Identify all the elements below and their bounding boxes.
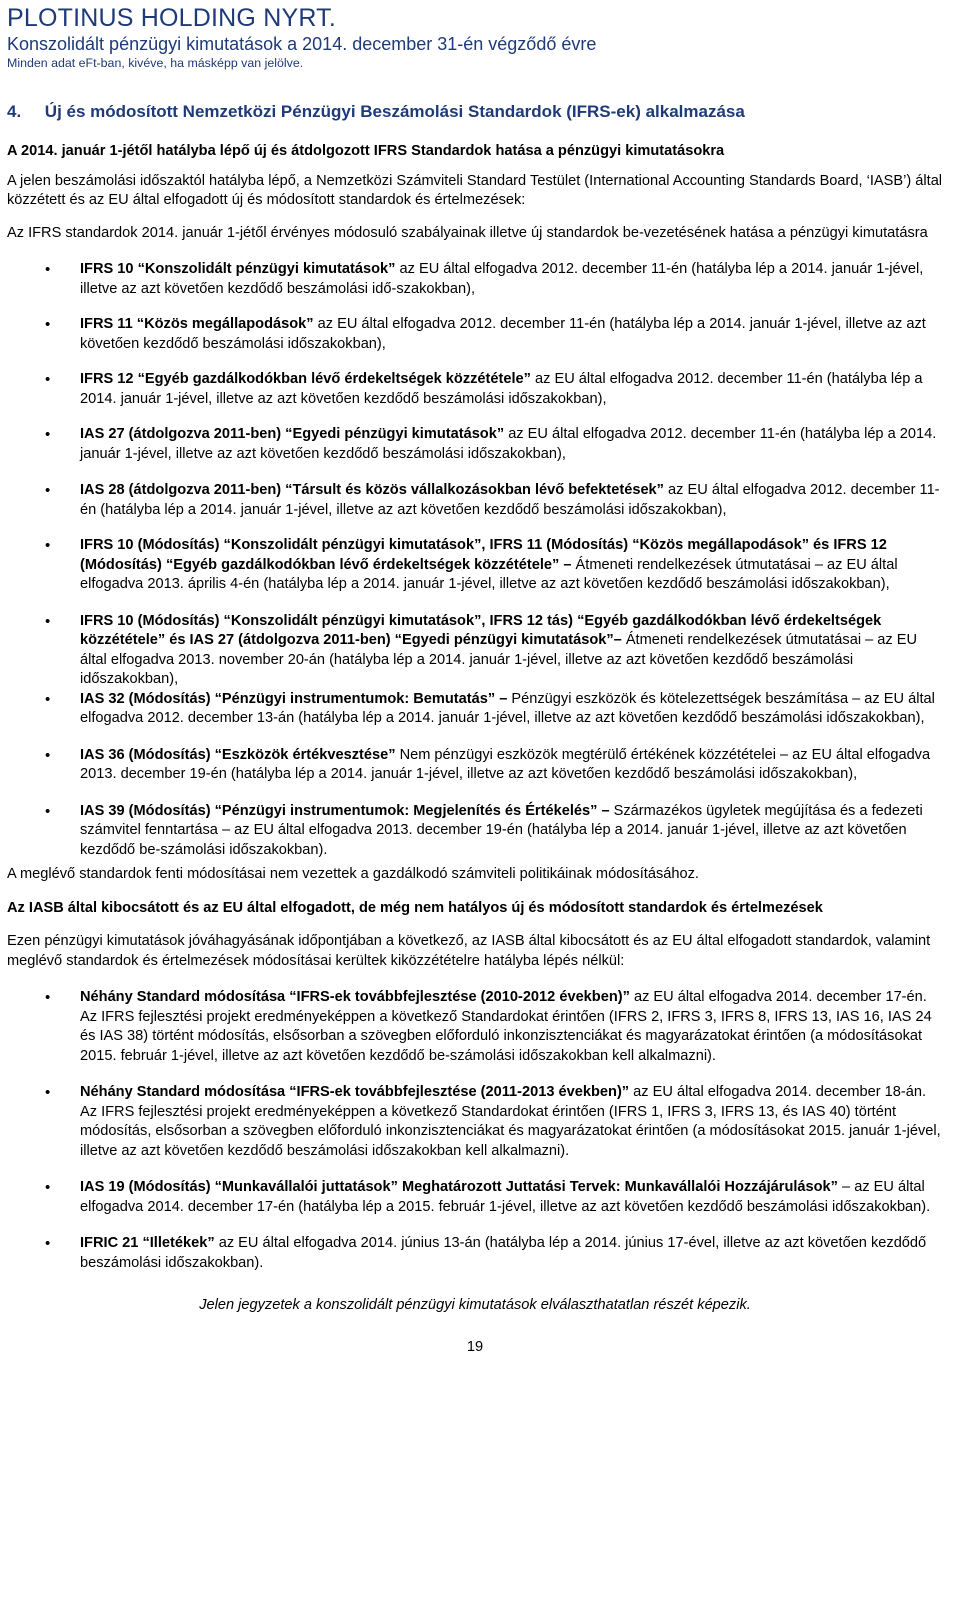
standard-description: az EU által elfogadva 2012. december 11-én (hatályba lép a 2014. január 1-jével, illetve az azt követően kezdődő beszámolási időszakokban), <box>80 426 937 462</box>
company-name: PLOTINUS HOLDING NYRT. <box>7 4 336 32</box>
page-number: 19 <box>466 1338 484 1355</box>
standard-description: Nem pénzügyi eszközök megtérülő értékének közzétételei – az EU által elfogadva 2013. december 19-én (hatályba lép a 2014. január 1-jével, illetve az azt követően kezdődő beszámolási időszakokban), <box>80 746 931 782</box>
list-item <box>7 988 943 1066</box>
bullet-icon: • <box>45 482 51 499</box>
list-item <box>7 1178 943 1217</box>
bullet-icon: • <box>45 1084 51 1101</box>
standard-description: az EU által elfogadva 2014. december 17-én. Az IFRS fejlesztési projekt eredményeképpen a következő Standardokat érintően (IFRS 2, IFRS 3, IFRS 8, IFRS 13, IAS 16, IAS 24 és IAS 38) történt módosítás, elsősorban a szövegben előforduló inkonzisztenciákat és magyarázatokat érintően (a módosításokat 2015. február 1-jével, illetve az azt követően kezdődő be-számolási időszakokban kell alkalmazni). <box>80 989 932 1064</box>
footer-note: Jelen jegyzetek a konszolidált pénzügyi kimutatások elválaszthatatlan részét képezik. <box>199 1297 751 1313</box>
report-subtitle: Konszolidált pénzügyi kimutatások a 2014. december 31-én végződő évre <box>7 34 597 54</box>
intro-paragraph: Ezen pénzügyi kimutatások jóváhagyásának időpontjában a következő, az IASB által kibocsátott és az EU által elfogadott standardok, valamint meglévő standardok és értelmezések módosításai kerültek kiközzétételre hatályba lépés nélkül: <box>7 933 931 969</box>
standard-name: IFRS 11 “Közös megállapodások” <box>80 316 314 332</box>
section-title: 4. Új és módosított Nemzetközi Pénzügyi Beszámolási Standardok (IFRS-ek) alkalmazása <box>7 102 745 121</box>
list-item <box>7 370 943 409</box>
intro-paragraph: A jelen beszámolási időszaktól hatályba lépő, a Nemzetközi Számviteli Standard Testület (International Accounting Standards Board, ‘IASB’) által közzétett és az EU által elfogadott új és módosított standardok és értelmezések: <box>7 172 943 208</box>
standard-description: Átmeneti rendelkezések útmutatásai – az EU által elfogadva 2013. április 4-én (hatályba lép a 2014. január 1-jével, illetve az azt követően kezdődő beszámolási időszakokban), <box>80 556 898 592</box>
bullet-icon: • <box>45 690 51 708</box>
standard-name: IAS 36 (Módosítás) “Eszközök értékvesztése” <box>80 746 396 763</box>
bullet-icon: • <box>45 989 51 1006</box>
list-item <box>7 425 943 464</box>
bullet-icon: • <box>45 1179 51 1196</box>
standard-name: IAS 27 (átdolgozva 2011-ben) “Egyedi pénzügyi kimutatások” <box>80 426 505 442</box>
standard-description: az EU által elfogadva 2014. június 13-án (hatályba lép a 2014. június 17-ével, illetve az azt követően kezdődő beszámolási időszakokban). <box>80 1235 927 1271</box>
standard-name: IFRS 10 “Konszolidált pénzügyi kimutatások” <box>80 261 396 277</box>
standard-name: Néhány Standard módosítása “IFRS-ek továbbfejlesztése (2011-2013 években)” <box>80 1084 630 1100</box>
standard-name: IAS 28 (átdolgozva 2011-ben) “Társult és közös vállalkozásokban lévő befektetések” <box>80 482 664 498</box>
list-item <box>7 315 943 354</box>
list-item <box>7 536 943 595</box>
list-item <box>7 746 943 785</box>
document-page <box>7 0 943 1357</box>
bullet-icon: • <box>45 612 51 630</box>
bullet-icon: • <box>45 746 51 764</box>
bullet-icon: • <box>45 1235 51 1252</box>
currency-note: Minden adat eFt-ban, kivéve, ha másképp van jelölve. <box>7 56 304 70</box>
list-item <box>7 612 943 690</box>
standard-name: IFRS 12 “Egyéb gazdálkodókban lévő érdekeltségek közzététele” <box>80 371 531 387</box>
standard-name: IFRS 10 (Módosítás) “Konszolidált pénzügyi kimutatások”, IFRS 12 tás) “Egyéb gazdálkodókban lévő érdekeltségek közzététele” és IAS 27 (átdolgozva 2011-ben) “Egyedi pénzügyi kimutatások”– <box>80 612 882 648</box>
bullet-icon: • <box>45 537 51 554</box>
effective-standards-list <box>7 260 943 860</box>
standard-description: az EU által elfogadva 2012. december 11-én (hatályba lép a 2014. január 1-jével, illetve az azt követően kezdődő beszámolási időszakokban), <box>80 371 923 407</box>
standard-description: Pénzügyi eszközök és kötelezettségek beszámítása – az EU által elfogadva 2012. december 13-án (hatályba lép a 2014. január 1-jével, illetve az azt követően kezdődő beszámolási időszakokban), <box>80 690 935 726</box>
bullet-icon: • <box>45 261 51 278</box>
standard-description: Átmeneti rendelkezések útmutatásai – az EU által elfogadva 2013. november 20-án (hatályba lép a 2014. január 1-jével, illetve az azt követően kezdődő beszámolási időszakokban), <box>80 632 918 687</box>
standard-name: IAS 32 (Módosítás) “Pénzügyi instrumentumok: Bemutatás” – <box>80 690 508 707</box>
list-item <box>7 260 943 299</box>
bullet-icon: • <box>45 371 51 388</box>
upcoming-standards-list <box>7 988 943 1273</box>
standard-name: IFRS 10 (Módosítás) “Konszolidált pénzügyi kimutatások”, IFRS 11 (Módosítás) “Közös megállapodások” és IFRS 12 (Módosítás) “Egyéb gazdálkodókban lévő érdekeltségek közzététele” – <box>80 537 887 573</box>
standard-description: Származékos ügyletek megújítása és a fedezeti számvitel fenntartása – az EU által elfogadva 2013. december 19-én (hatályba lép a 2014. január 1-jével, illetve az azt követően kezdődő be-számolási időszakokban). <box>80 802 923 858</box>
list-item <box>7 690 943 729</box>
standard-name: IFRIC 21 “Illetékek” <box>80 1235 215 1251</box>
subheading-not-yet-effective: Az IASB által kibocsátott és az EU által elfogadott, de még nem hatályos új és módosított standardok és értelmezések <box>7 899 823 916</box>
standard-description: az EU által elfogadva 2012. december 11-én (hatályba lép a 2014. január 1-jével, illetve az azt követően kezdődő beszámolási idő-szakokban), <box>80 261 924 297</box>
standard-description: az EU által elfogadva 2014. december 18-án. Az IFRS fejlesztési projekt eredményeképpen a következő Standardokat érintően (IFRS 1, IFRS 3, IFRS 13, és IAS 40) történt módosítás, elsősorban a szövegben előforduló inkonzisztenciákat és magyarázatokat érintően (a módosításokat 2015. január 1-jével, illetve az azt követően kezdődő beszámolási időszakokban kell alkalmazni). <box>80 1084 941 1159</box>
list-item <box>7 802 943 861</box>
bullet-icon: • <box>45 426 51 443</box>
standard-description: – az EU által elfogadva 2014. december 17-én (hatályba lép a 2015. február 1-jével, illetve az azt követően kezdődő beszámolási időszakokban). <box>80 1179 931 1215</box>
list-item <box>7 481 943 520</box>
list-item <box>7 1083 943 1161</box>
standard-name: IAS 19 (Módosítás) “Munkavállalói juttatások” Meghatározott Juttatási Tervek: Munkavállalói Hozzájárulások” <box>80 1179 838 1195</box>
bullet-icon: • <box>45 802 51 820</box>
standard-name: IAS 39 (Módosítás) “Pénzügyi instrumentumok: Megjelenítés és Értékelés” – <box>80 802 610 819</box>
standard-name: Néhány Standard módosítása “IFRS-ek továbbfejlesztése (2010-2012 években)” <box>80 989 630 1005</box>
standard-description: az EU által elfogadva 2012. december 11-én (hatályba lép a 2014. január 1-jével, illetve az azt követően kezdődő beszámolási időszakokban), <box>80 482 940 518</box>
standard-description: az EU által elfogadva 2012. december 11-én (hatályba lép a 2014. január 1-jével, illetve az azt követően kezdődő beszámolási időszakokban), <box>80 316 926 352</box>
intro-paragraph: Az IFRS standardok 2014. január 1-jétől érvényes módosuló szabályainak illetve új standardok be-vezetésének hatása a pénzügyi kimutatásra <box>7 224 928 241</box>
summary-paragraph: A meglévő standardok fenti módosításai nem vezettek a gazdálkodó számviteli politikáinak módosításához. <box>7 866 699 882</box>
subheading-effective-standards: A 2014. január 1-jétől hatályba lépő új és átdolgozott IFRS Standardok hatása a pénzügyi kimutatásokra <box>7 143 725 159</box>
list-item <box>7 1234 943 1273</box>
bullet-icon: • <box>45 316 51 333</box>
